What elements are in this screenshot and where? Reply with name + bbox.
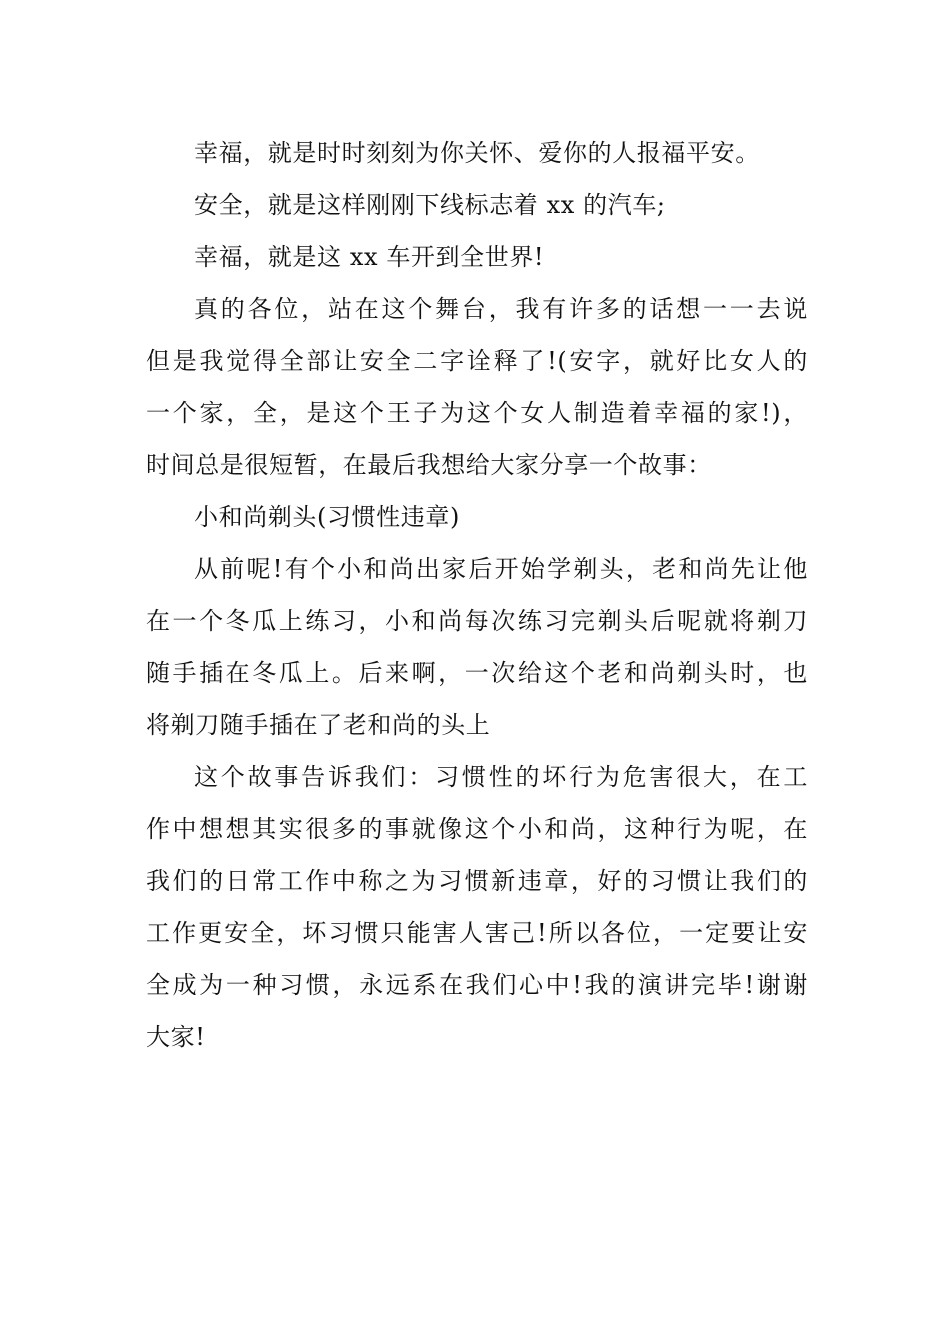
- paragraph-story: [146, 543, 808, 751]
- text-line: 这个故事告诉我们：习惯性的坏行为危害很大，在工: [194, 763, 808, 791]
- text-line: 全成为一种习惯，永远系在我们心中!我的演讲完毕!谢谢: [146, 971, 808, 999]
- paragraph-happiness-world: [146, 231, 808, 283]
- text-line: 小和尚剃头(习惯性违章): [194, 503, 460, 531]
- text-line: 但是我觉得全部让安全二字诠释了!(安字，就好比女人的: [146, 347, 808, 375]
- text-line: 大家!: [146, 1023, 206, 1051]
- paragraph-safety-car: [146, 179, 808, 231]
- text-line: 作中想想其实很多的事就像这个小和尚，这种行为呢，在: [146, 815, 808, 843]
- text-line: 幸福，就是时时刻刻为你关怀、爱你的人报福平安。: [194, 139, 760, 167]
- paragraph-stage-speech: [146, 283, 808, 491]
- text-line: 安全，就是这样刚刚下线标志着 xx 的汽车;: [194, 191, 666, 219]
- text-line: 从前呢!有个小和尚出家后开始学剃头，老和尚先让他: [194, 555, 808, 583]
- paragraph-moral-conclusion: [146, 751, 808, 1063]
- text-line: 时间总是很短暂，在最后我想给大家分享一个故事：: [146, 451, 712, 479]
- text-line: 在一个冬瓜上练习，小和尚每次练习完剃头后呢就将剃刀: [146, 607, 808, 635]
- text-line: 工作更安全，坏习惯只能害人害己!所以各位，一定要让安: [146, 919, 808, 947]
- text-line: 随手插在冬瓜上。后来啊，一次给这个老和尚剃头时，也: [146, 659, 808, 687]
- text-line: 真的各位，站在这个舞台，我有许多的话想一一去说: [194, 295, 808, 323]
- text-line: 幸福，就是这 xx 车开到全世界!: [194, 243, 545, 271]
- story-title: [146, 491, 808, 543]
- paragraph-happiness-safety: [146, 127, 808, 179]
- text-line: 一个家，全，是这个王子为这个女人制造着幸福的家!)，: [146, 399, 808, 427]
- text-line: 将剃刀随手插在了老和尚的头上: [146, 711, 491, 739]
- text-line: 我们的日常工作中称之为习惯新违章，好的习惯让我们的: [146, 867, 808, 895]
- speech-text-body: [146, 127, 808, 1063]
